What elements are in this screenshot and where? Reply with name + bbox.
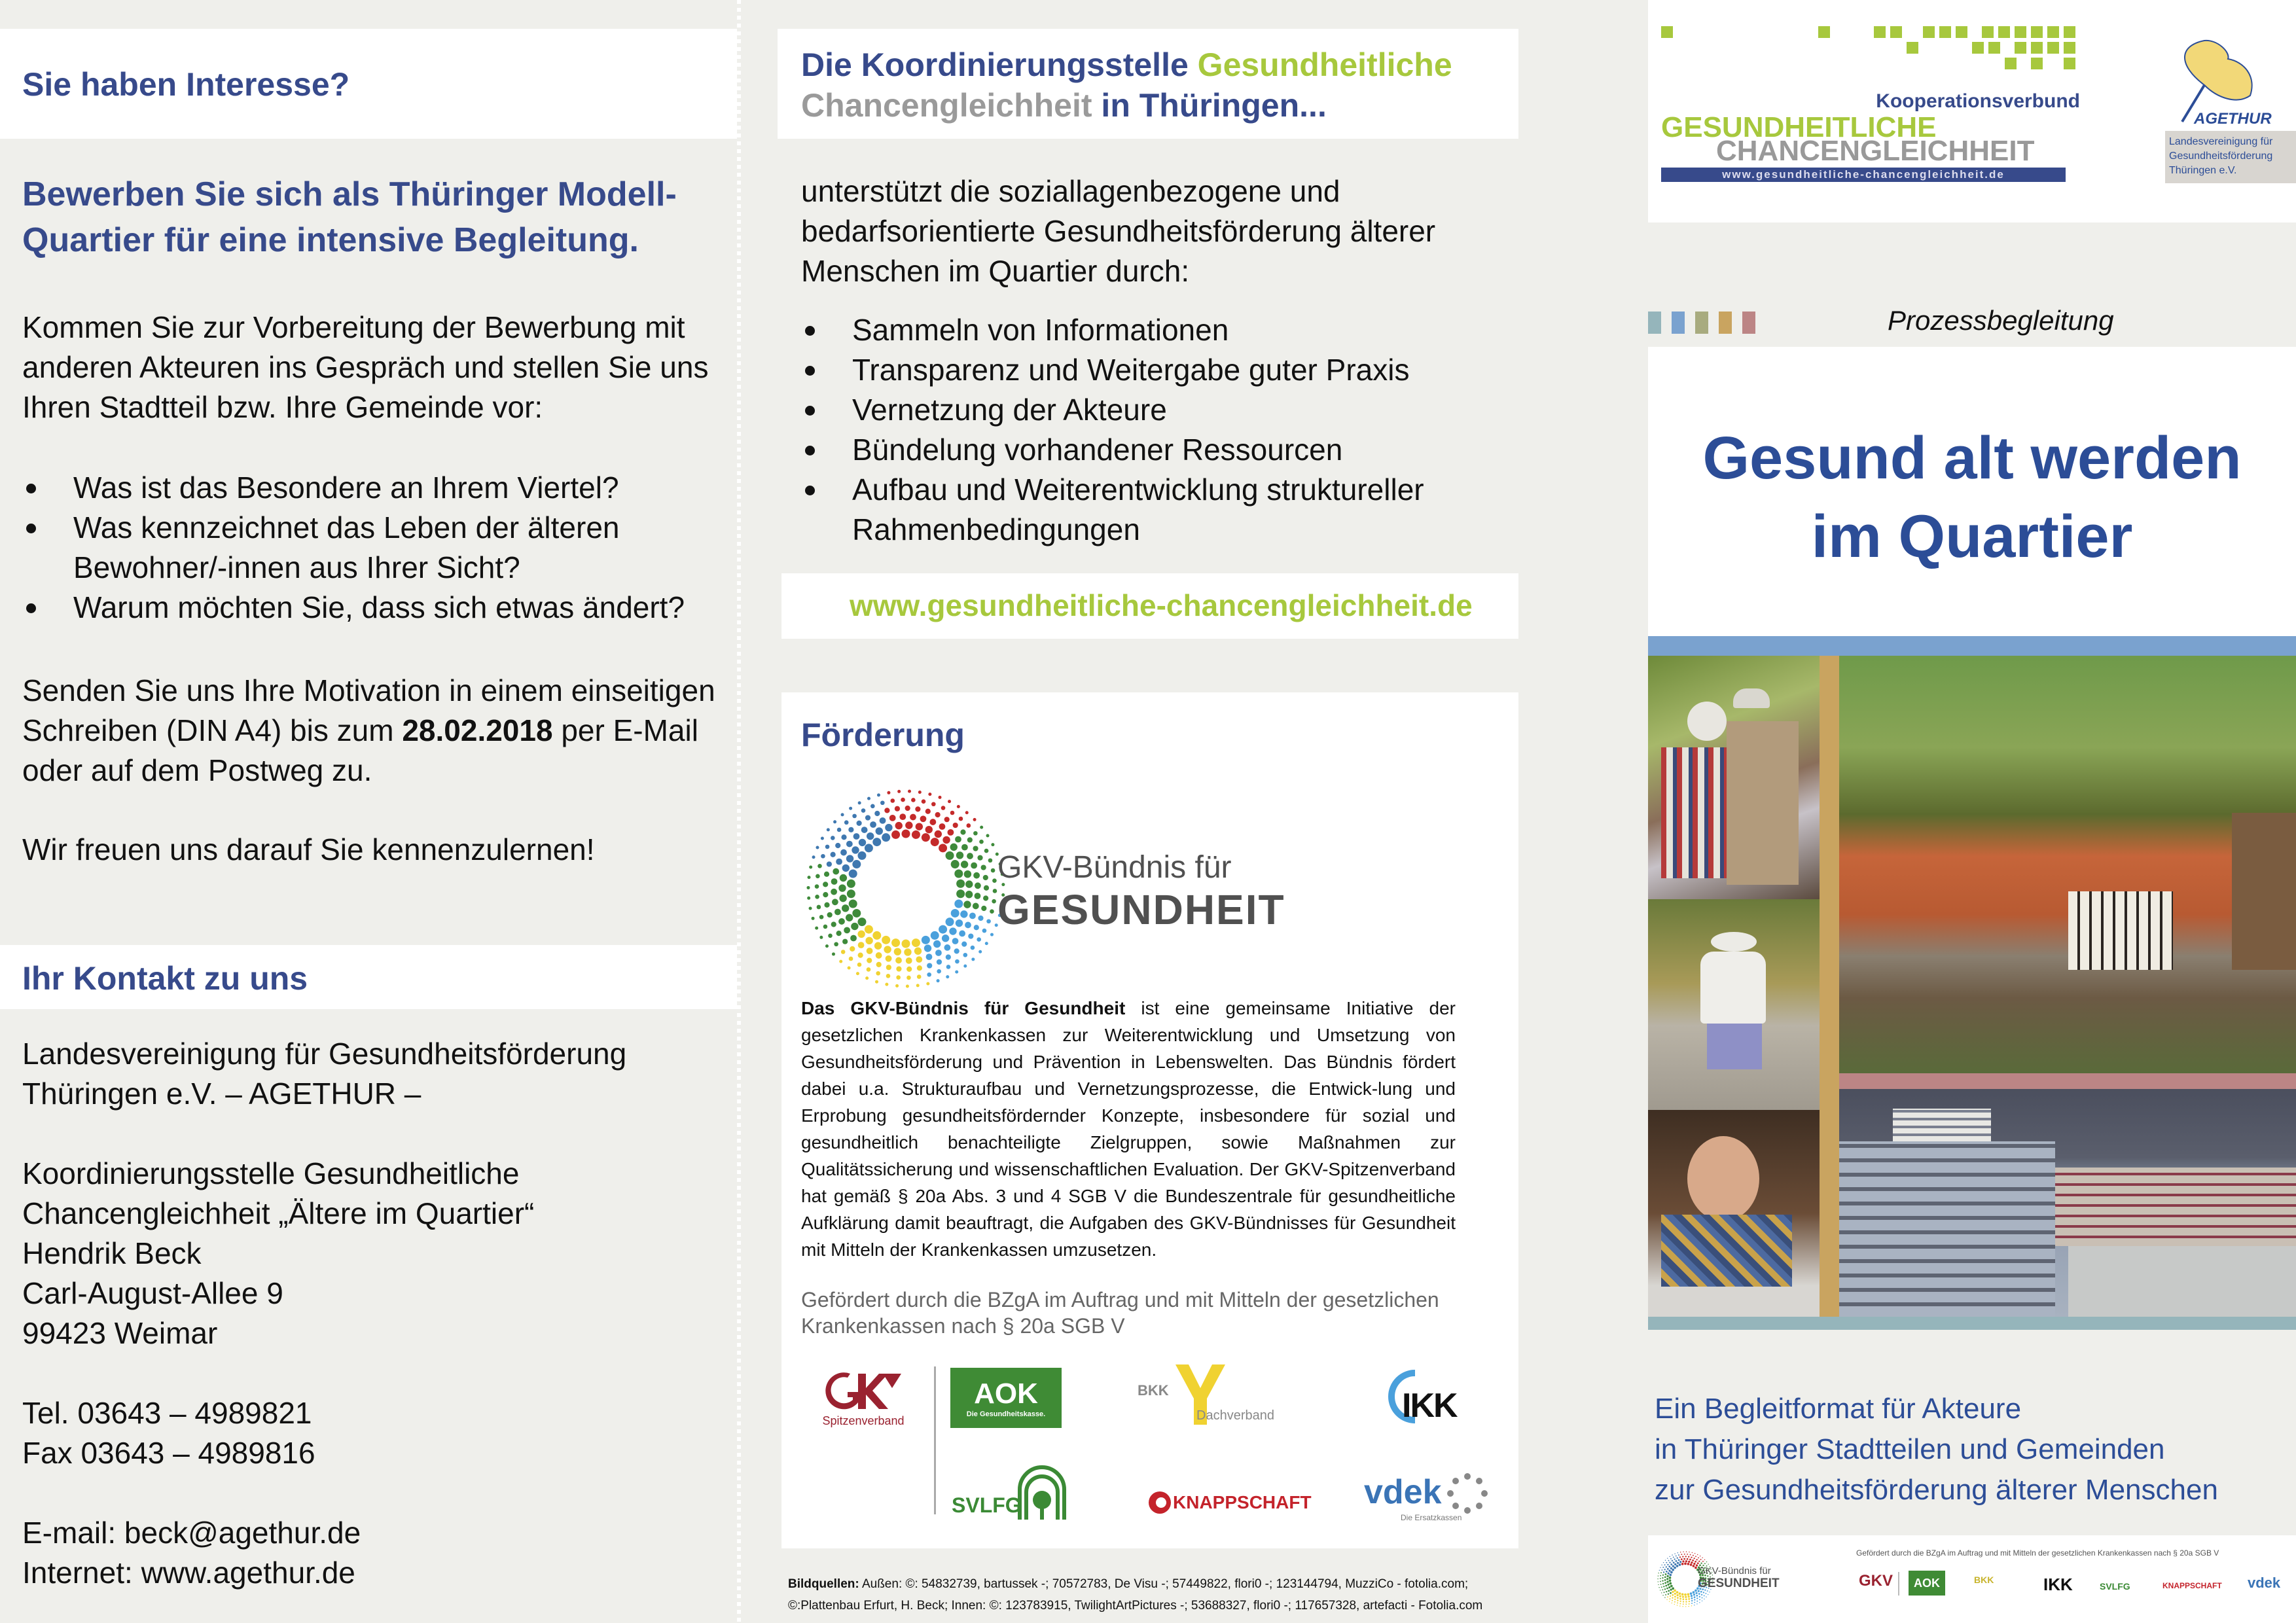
apply-subheading: Bewerben Sie sich als Thüringer Modell-Quartier für eine intensive Begleitung.	[22, 175, 677, 259]
agethur-name: AGETHUR	[2194, 110, 2272, 128]
kv-pixel-pattern-icon	[1661, 20, 2093, 92]
contact-fax: Fax 03643 – 4989816	[22, 1436, 315, 1470]
knappschaft-icon	[1148, 1489, 1172, 1516]
contact-org-line2: Thüringen e.V. – AGETHUR –	[22, 1077, 422, 1111]
bkk-logo	[1135, 1359, 1274, 1431]
question-item: Was ist das Besondere an Ihrem Viertel?	[22, 468, 729, 508]
contact-dept-line1: Koordinierungsstelle Gesundheitliche	[22, 1156, 520, 1190]
bkk-sub: Dachverband	[1196, 1408, 1274, 1423]
tagline-line: Ein Begleitformat für Akteure	[1655, 1393, 2022, 1425]
cover-footer-logos	[1648, 1535, 2296, 1623]
web-label: Internet:	[22, 1556, 141, 1590]
credits-line1	[788, 1573, 1528, 1595]
heading-part: Chancengleichheit	[801, 87, 1092, 124]
koordinierung-heading	[801, 45, 1515, 126]
contact-name: Hendrik Beck	[22, 1236, 202, 1270]
cover-title-box	[1648, 347, 2296, 636]
contact-heading: Ihr Kontakt zu uns	[22, 960, 308, 997]
svlfg-tree-icon	[1017, 1463, 1067, 1522]
gkv-desc-rest: ist eine gemeinsame Initiative der gesetzlichen Krankenkassen zur Weiterentwicklung und Umsetzung von Gesundheitsförderung und Prävention in Lebenswelten. Das Bündnis fördert dabei u.a. Strukturaufbau und Vernetzungsprozesse, die Entwick-lung und Erprobung gesundheitsfördernder Konzepte, insbesondere für sozial und gesundheitlich benachteiligte Zielgruppen, sowie Maßnahmen zur Qualitätssicherung und wissenschaftlichen Evaluation. Der GKV-Spitzenverband hat gemäß § 20a Abs. 3 und 4 SGB V die Bundeszentrale für gesundheitliche Aufklärung damit beauftragt, die Aufgaben des GKV-Bündnisses für Gesundheit mit Mitteln der Krankenkassen umzusetzen.	[801, 998, 1456, 1260]
funded-by-note: Gefördert durch die BZgA im Auftrag und mit Mitteln der gesetzlichen Krankenkassen nach § 20a SGB V	[801, 1288, 1439, 1338]
contact-org-line1: Landesvereinigung für Gesundheitsförderung	[22, 1037, 627, 1071]
collage-bar-mid	[1839, 1073, 2296, 1089]
photo-village-roofs	[1839, 656, 2296, 1073]
svlfg-logo	[952, 1463, 1069, 1529]
aok-sub: Die Gesundheitskasse.	[966, 1410, 1046, 1418]
mini-bkk-logo: BKK	[1974, 1575, 1994, 1585]
web-link[interactable]: www.agethur.de	[141, 1556, 355, 1590]
vdek-logo	[1364, 1470, 1495, 1529]
cover-title-line1: Gesund alt werden	[1702, 425, 2242, 491]
swatch	[1672, 312, 1685, 334]
website-link[interactable]: www.gesundheitliche-chancengleichheit.de	[850, 588, 1473, 622]
contact-city: 99423 Weimar	[22, 1316, 218, 1350]
gkv-mark-icon	[824, 1368, 903, 1414]
koordinierung-intro: unterstützt die soziallagenbezogene und bedarfsorientierte Gesundheitsförderung älterer Menschen im Quartier durch:	[801, 174, 1436, 288]
heading-part: in Thüringen...	[1092, 87, 1327, 124]
mini-ikk-logo: IKK	[2043, 1575, 2073, 1594]
mini-svlfg-logo: SVLFG	[2100, 1581, 2130, 1592]
mini-separator	[1898, 1572, 1899, 1596]
email-label: E-mail:	[22, 1516, 124, 1550]
credits-line2: ©:Plattenbau Erfurt, H. Beck; Innen: ©: 123783915, TwilightArtPictures -; 53688327, flori0 -; 117657328, artefacti - Fotolia.com	[788, 1599, 1483, 1613]
vdek-sub: Die Ersatzkassen	[1401, 1513, 1462, 1522]
tagline-line: zur Gesundheitsförderung älterer Menschen	[1655, 1474, 2218, 1506]
photo-senior-walker	[1648, 899, 1820, 1110]
question-item: Was kennzeichnet das Leben der älteren Bewohner/-innen aus Ihrer Sicht?	[22, 508, 729, 588]
motivation-pre: Senden Sie uns Ihre Motivation in einem einseitigen Schreiben (DIN A4) bis zum	[22, 673, 715, 747]
photo-elderly-couple	[1648, 656, 1820, 899]
swatch	[1695, 312, 1708, 334]
kv-logo-url: www.gesundheitliche-chancengleichheit.de	[1661, 168, 2066, 182]
agethur-logo	[2165, 39, 2296, 183]
tagline-line: in Thüringer Stadtteilen und Gemeinden	[1655, 1433, 2165, 1465]
swatch	[1742, 312, 1755, 334]
task-item: Vernetzung der Akteure	[801, 390, 1521, 430]
svlfg-mark: SVLFG	[952, 1493, 1022, 1517]
task-item: Bündelung vorhandener Ressourcen	[801, 430, 1521, 470]
funding-box	[781, 692, 1518, 1548]
gkv-spitzenverband-logo	[801, 1359, 925, 1437]
gkv-mini-line2: GESUNDHEIT	[1698, 1577, 1780, 1590]
collage-bar-top	[1648, 636, 2296, 656]
partner-logo-grid	[801, 1359, 1495, 1535]
email-link[interactable]: beck@agethur.de	[124, 1516, 361, 1550]
contact-phone[interactable]: Tel. 03643 – 4989821	[22, 1396, 312, 1430]
task-item: Sammeln von Informationen	[801, 310, 1521, 350]
kv-logo-line2: GESUNDHEITLICHE	[1661, 111, 1937, 143]
photo-collage	[1648, 636, 2296, 1330]
aok-logo	[950, 1368, 1062, 1428]
photo-plattenbau	[1839, 1089, 2296, 1317]
deadline-date: 28.02.2018	[402, 713, 553, 747]
gkv-buendnis-wordmark	[997, 849, 1285, 934]
mini-gkv-logo: GKV	[1859, 1572, 1893, 1590]
knappschaft-logo	[1148, 1487, 1318, 1520]
cover-title-line2: im Quartier	[1811, 503, 2133, 570]
interest-header-box	[0, 29, 737, 139]
agethur-desc-line: Gesundheitsförderung	[2169, 151, 2273, 162]
footer-funded-note: Gefördert durch die BZgA im Auftrag und mit Mitteln der gesetzlichen Krankenkassen nach § 20a SGB V	[1856, 1548, 2219, 1558]
contact-web-row	[22, 1553, 729, 1593]
credits-text1: Außen: ©: 54832739, bartussek -; 70572783, De Visu -; 57449822, flori0 -; 123144794, MuzziCo - fotolia.com;	[859, 1577, 1469, 1591]
logo-separator	[934, 1366, 936, 1514]
gkv-mini-wordmark	[1698, 1565, 1780, 1591]
contact-street: Carl-August-Allee 9	[22, 1276, 283, 1310]
question-list	[22, 468, 729, 628]
gkv-wordmark-line2: GESUNDHEIT	[997, 886, 1285, 933]
swatch	[1719, 312, 1732, 334]
category-label: Prozessbegleitung	[1888, 305, 2114, 336]
closing-text: Wir freuen uns darauf Sie kennenzulernen!	[22, 832, 595, 866]
gkv-logo-sub: Spitzenverband	[822, 1414, 905, 1427]
image-credits	[788, 1573, 1528, 1616]
panel-interest-contact	[0, 0, 738, 1623]
website-box	[781, 573, 1518, 639]
ikk-mark: IKK	[1402, 1387, 1457, 1425]
credits-label: Bildquellen:	[788, 1577, 859, 1591]
cover-tagline	[1655, 1389, 2218, 1510]
interest-heading: Sie haben Interesse?	[22, 66, 350, 103]
task-list	[801, 310, 1521, 550]
motivation-post: per E-Mail oder auf dem Postweg zu.	[22, 713, 698, 787]
color-swatches	[1648, 312, 1755, 334]
bkk-mark: BKK	[1138, 1382, 1169, 1399]
agethur-desc-line: Landesvereinigung für	[2169, 136, 2273, 147]
contact-header-box	[0, 945, 737, 1009]
knappschaft-mark: KNAPPSCHAFT	[1173, 1492, 1312, 1512]
kv-logo-line3: CHANCENGLEICHHEIT	[1716, 135, 2035, 167]
gkv-buendnis-ring-icon	[801, 784, 1011, 993]
kv-logo-line1: Kooperationsverbund	[1876, 90, 2080, 112]
footer-partner-logos	[1856, 1569, 2288, 1609]
aok-mark: AOK	[974, 1378, 1038, 1410]
vdek-dots-icon	[1446, 1472, 1488, 1514]
contact-block	[22, 1034, 729, 1593]
vdek-mark: vdek	[1364, 1473, 1442, 1511]
mini-vdek-logo: vdek	[2248, 1575, 2281, 1591]
koordinierung-header-box	[778, 29, 1518, 139]
task-item: Aufbau und Weiterentwicklung struktureller Rahmenbedingungen	[801, 470, 1521, 550]
task-item: Transparenz und Weitergabe guter Praxis	[801, 350, 1521, 390]
panel-koordinierungsstelle	[738, 0, 1643, 1623]
contact-dept-line2: Chancengleichheit „Ältere im Quartier“	[22, 1196, 535, 1230]
gkv-desc-bold: Das GKV-Bündnis für Gesundheit	[801, 998, 1126, 1018]
collage-bar-bottom	[1648, 1317, 2296, 1330]
agethur-desc-box	[2165, 131, 2296, 183]
kooperationsverbund-logo	[1661, 20, 2106, 196]
swatch	[1648, 312, 1661, 334]
gkv-mini-line1: GKV-Bündnis für	[1698, 1565, 1771, 1577]
heading-part: Die Koordinierungsstelle	[801, 46, 1198, 83]
agethur-desc-line: Thüringen e.V.	[2169, 165, 2237, 176]
mini-aok-logo: AOK	[1909, 1571, 1945, 1596]
mini-knappschaft-logo: KNAPPSCHAFT	[2162, 1581, 2222, 1590]
gkv-description	[801, 995, 1456, 1263]
ikk-logo	[1384, 1364, 1482, 1429]
contact-email-row	[22, 1513, 729, 1553]
heading-part: Gesundheitliche	[1197, 46, 1452, 83]
photo-thoughtful-woman	[1648, 1110, 1820, 1317]
cover-title	[1648, 419, 2296, 576]
motivation-text	[22, 671, 729, 791]
gkv-wordmark-line1: GKV-Bündnis für	[997, 850, 1232, 885]
apply-intro: Kommen Sie zur Vorbereitung der Bewerbung mit anderen Akteuren ins Gespräch und stellen Sie uns Ihren Stadtteil bzw. Ihre Gemeinde vor:	[22, 310, 709, 424]
collage-bar-side	[1820, 656, 1839, 1317]
funding-heading: Förderung	[801, 717, 965, 753]
panel-cover	[1643, 0, 2296, 1623]
question-item: Warum möchten Sie, dass sich etwas ändert?	[22, 588, 729, 628]
cover-logo-bar	[1648, 0, 2296, 223]
